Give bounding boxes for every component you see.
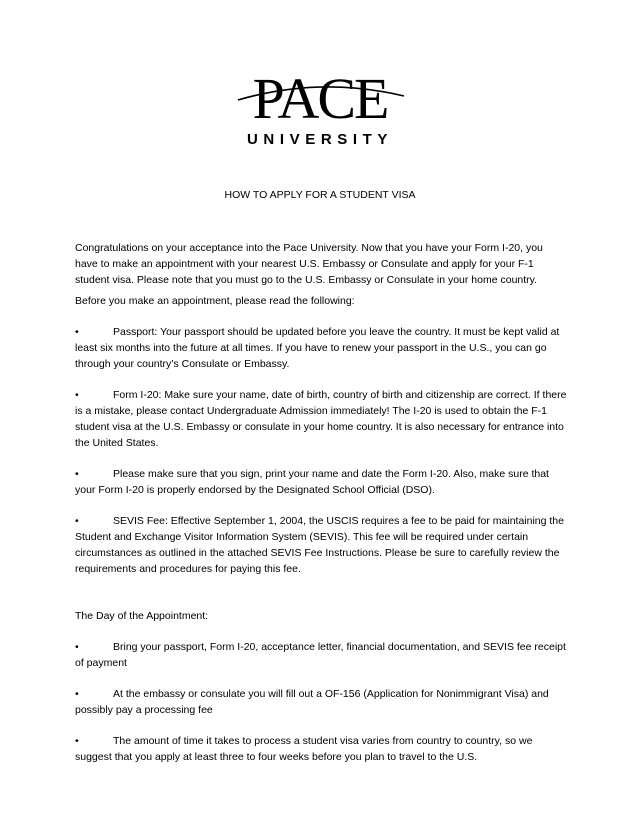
logo-wordmark: PACE: [252, 66, 388, 131]
list-item-text: Bring your passport, Form I-20, acceptance letter, financial documentation, and SEVIS fee receipt of payment: [75, 641, 566, 669]
list-item: [75, 733, 567, 765]
bullet-icon: •: [75, 688, 79, 700]
bullet-icon: •: [75, 641, 79, 653]
bullet-icon: •: [75, 468, 79, 480]
list-item-text: Passport: Your passport should be updated before you leave the country. It must be kept valid at least six months into the future at all times. If you have to renew your passport in the U.S., you can go through your country’s Consulate or Embassy.: [75, 326, 560, 370]
list-item: [75, 324, 567, 372]
document-body: [75, 240, 567, 765]
bullet-icon: •: [75, 326, 79, 338]
logo-subtitle: UNIVERSITY: [246, 131, 393, 148]
bullet-icon: •: [75, 735, 79, 747]
list-item-text: Form I-20: Make sure your name, date of birth, country of birth and citizenship are correct. If there is a mistake, please contact Undergraduate Admission immediately! The I-20 is used to obtain the F-1 student visa at the U.S. Embassy or consulate in your home country. It is also necessary for entrance into the United States.: [75, 389, 567, 449]
pace-university-logo: [228, 66, 412, 154]
appointment-heading: The Day of the Appointment:: [75, 610, 209, 622]
list-item-text: At the embassy or consulate you will fill out a OF-156 (Application for Nonimmigrant Visa) and possibly pay a processing fee: [75, 688, 549, 716]
list-item-text: The amount of time it takes to process a student visa varies from country to country, so we suggest that you apply at least three to four weeks before you plan to travel to the U.S.: [75, 735, 533, 763]
bullet-icon: •: [75, 515, 79, 527]
list-item-text: SEVIS Fee: Effective September 1, 2004, the USCIS requires a fee to be paid for maintaining the Student and Exchange Visitor Information System (SEVIS). This fee will be required under certain circumstances as outlined in the attached SEVIS Fee Instructions. Please be sure to carefully review the requirements and procedures for paying this fee.: [75, 515, 564, 575]
before-heading: Before you make an appointment, please read the following:: [75, 295, 355, 307]
list-item: [75, 387, 567, 451]
list-item: [75, 513, 567, 577]
intro-paragraph: Congratulations on your acceptance into the Pace University. Now that you have your Form I-20, you have to make an appointment with your nearest U.S. Embassy or Consulate and apply for your F-1 student visa. Please note that you must go to the U.S. Embassy or Consulate in your home country.: [75, 242, 543, 286]
document-title: HOW TO APPLY FOR A STUDENT VISA: [224, 189, 416, 201]
bullet-icon: •: [75, 389, 79, 401]
list-item: [75, 639, 567, 671]
logo-swoosh-icon: [228, 66, 412, 131]
list-item-text: Please make sure that you sign, print your name and date the Form I-20. Also, make sure that your Form I-20 is properly endorsed by the Designated School Official (DSO).: [75, 468, 549, 496]
list-item: [75, 466, 567, 498]
list-item: [75, 686, 567, 718]
